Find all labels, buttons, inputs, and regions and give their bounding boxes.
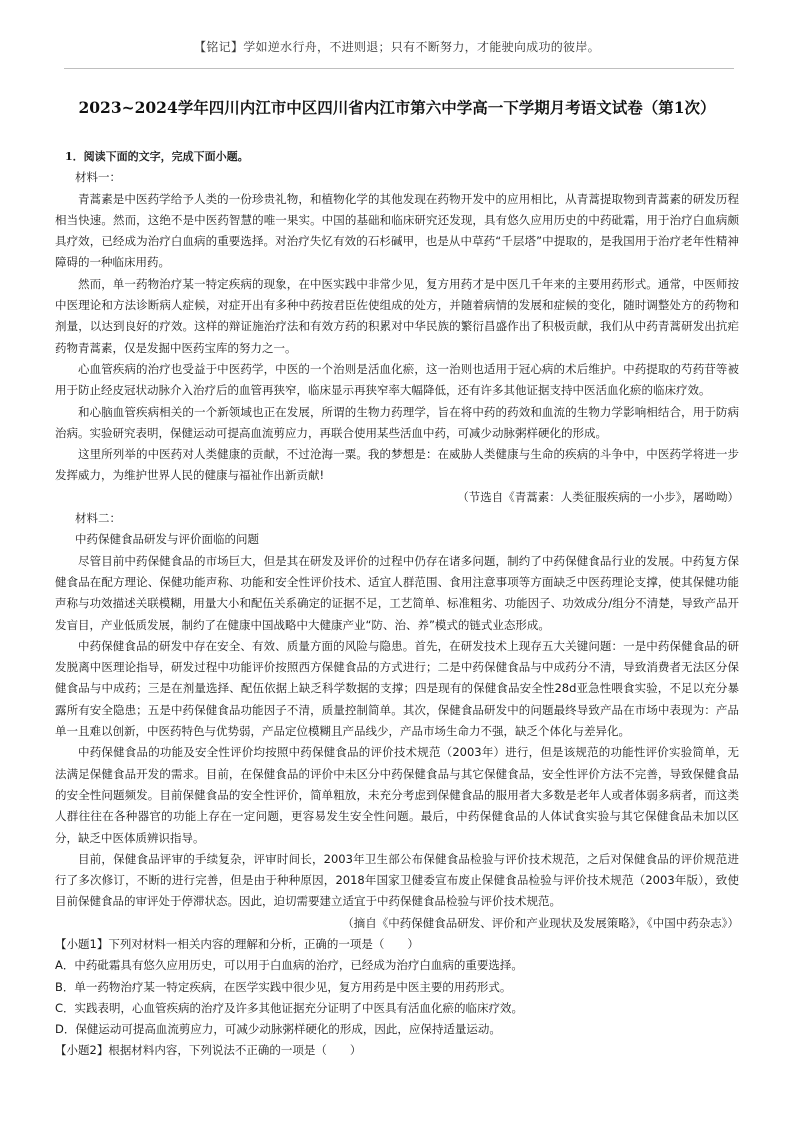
material2-paragraph: 尽管目前中药保健食品的市场巨大，但是其在研发及评价的过程中仍存在诸多问题，制约了中药保健食品行业的发展。中药复方保健食品在配方理论、保健功能声称、功能和安全性评价技术、适宜人群范围、食用注意事项等方面缺乏中医药理论支撑，使其保健功能声称与功效描述关联模糊，用量大小和配伍关系确定的证据不足，工艺简单、标准粗劣、功能因子、功效成分/组分不清楚，导致产品开发盲目，产业低质发展，制约了在健康中国战略中大健康产业“防、治、养”模式的链式业态形成。 bbox=[55, 553, 739, 632]
question1-stem: 【小题1】下列对材料一相关内容的理解和分析，正确的一项是（ ） bbox=[55, 936, 419, 951]
material2-source: （摘自《中药保健食品研发、评价和产业现状及发展策略》，《中国中药杂志》） bbox=[342, 915, 739, 930]
material1-label: 材料一： bbox=[75, 170, 121, 185]
question2-stem: 【小题2】根据材料内容，下列说法不正确的一项是（ ） bbox=[55, 1043, 362, 1058]
material1-source: （节选自《青蒿素：人类征服疾病的一小步》，屠呦呦） bbox=[457, 489, 739, 504]
header-motto: 【铭记】学如逆水行舟，不进则退；只有不断努力，才能驶向成功的彼岸。 bbox=[194, 40, 600, 54]
page-title: 2023~2024学年四川内江市中区四川省内江市第六中学高一下学期月考语文试卷（第1次） bbox=[78, 98, 716, 117]
material1-paragraph: 青蒿素是中医药学给予人类的一份珍贵礼物，和植物化学的其他发现在药物开发中的应用相比，从青蒿提取物到青蒿素的研发历程相当快速。然而，这绝不是中医药智慧的唯一果实。中国的基础和临床研究还发现，具有悠久应用历史的中药砒霜，用于治疗白血病颇具疗效，已经成为治疗白血病的重要选择。对治疗失忆有效的石杉碱甲，也是从中草药“千层塔”中提取的，是我国用于治疗老年性精神障碍的一种临床用药。 bbox=[55, 191, 739, 270]
material1-paragraph: 然而，单一药物治疗某一特定疾病的现象，在中医实践中非常少见，复方用药才是中医几千年来的主要用药形式。通常，中医师按中医理论和方法诊断病人症候，对症开出有多种中药按君臣佐使组成的处方，并随着病情的发展和症候的变化，随时调整处方的药物和剂量，以达到良好的疗效。这样的辩证施治疗法和有效方药的积累对中华民族的繁衍昌盛作出了积极贡献，我们从中药青蒿研发出抗疟药物青蒿素，仅是发掘中医药宝库的努力之一。 bbox=[55, 276, 739, 355]
material2-label: 材料二： bbox=[75, 511, 121, 526]
question-heading: 1．阅读下面的文字，完成下面小题。 bbox=[65, 150, 249, 163]
question1-option-c[interactable]: C．实践表明，心血管疾病的治疗及许多其他证据充分证明了中医具有活血化瘀的临床疗效。 bbox=[55, 1000, 524, 1015]
question1-option-b[interactable]: B．单一药物治疗某一特定疾病，在医学实践中很少见，复方用药是中医主要的用药形式。 bbox=[55, 979, 512, 994]
material2-paragraph: 中药保健食品的功能及安全性评价均按照中药保健食品的评价技术规范（2003年）进行，但是该规范的功能性评价实验简单，无法满足保健食品开发的需求。目前，在保健食品的评价中未区分中药保健食品与其它保健食品，安全性评价方法不完善，导致保健食品的安全性问题频发。目前保健食品的安全性评价，简单粗放，未充分考虑到保健食品的服用者大多数是老年人或者体弱多病者，而这类人群往往在各种器官的功能上存在一定问题，更容易发生安全性问题。最后，中药保健食品的人体试食实验与其它保健食品未加以区分，缺乏中医体质辨识指导。 bbox=[55, 745, 739, 845]
material1-paragraph: 心血管疾病的治疗也受益于中医药学，中医的一个治则是活血化瘀，这一治则也适用于冠心病的术后维护。中药提取的芍药苷等被用于防止经皮冠状动脉介入治疗后的血管再狭窄，临床显示再狭窄率大幅降低，还有许多其他证据支持中医活血化瘀的临床疗效。 bbox=[55, 361, 739, 398]
document-body bbox=[55, 146, 739, 1062]
material2-paragraph: 目前，保健食品评审的手续复杂，评审时间长，2003年卫生部公布保健食品检验与评价技术规范，之后对保健食品的评价规范进行了多次修订，不断的进行完善，但是由于种种原因，2018年国家卫健委宣布废止保健食品检验与评价技术规范（2003年版），致使目前保健食品的审评处于停滞状态。因此，迫切需要建立适宜于中药保健食品检验与评价技术规范。 bbox=[55, 851, 739, 909]
material2-subtitle: 中药保健食品研发与评价面临的问题 bbox=[75, 532, 259, 547]
header-divider bbox=[64, 68, 734, 69]
material2-paragraph: 中药保健食品的研发中存在安全、有效、质量方面的风险与隐患。首先，在研发技术上现存五大关键问题：一是中药保健食品的研发脱离中医理论指导，研发过程中功能评价按照西方保健食品的方式进行；二是中药保健食品与中成药分不清，导致消费者无法区分保健食品与中成药；三是在剂量选择、配伍依据上缺乏科学数据的支撑；四是现有的保健食品安全性28d亚急性喂食实验，不足以充分暴露所有安全隐患；五是中药保健食品功能因子不清，质量控制简单。其次，保健食品研发中的问题最终导致产品在市场中表现为：产品单一且难以创新，中医药特色与优势弱，产品定位模糊且产品线少，产品市场生命力不强，缺乏个体化与差异化。 bbox=[55, 638, 739, 739]
question1-option-d[interactable]: D．保健运动可提高血流剪应力，可减少动脉粥样硬化的形成，因此，应保持适量运动。 bbox=[55, 1022, 501, 1037]
question1-option-a[interactable]: A．中药砒霜具有悠久应用历史，可以用于白血病的治疗，已经成为治疗白血病的重要选择。 bbox=[55, 958, 523, 973]
material1-paragraph: 和心脑血管疾病相关的一个新领域也正在发展，所谓的生物力药理学，旨在将中药的药效和血流的生物力学影响相结合，用于防病治病。实验研究表明，保健运动可提高血流剪应力，再联合使用某些活血中药，可减少动脉粥样硬化的形成。 bbox=[55, 404, 739, 440]
material1-paragraph: 这里所列举的中医药对人类健康的贡献，不过沧海一粟。我的梦想是：在威胁人类健康与生命的疾病的斗争中，中医药学将进一步发挥威力，为维护世界人民的健康与福祉作出新贡献! bbox=[55, 447, 739, 483]
